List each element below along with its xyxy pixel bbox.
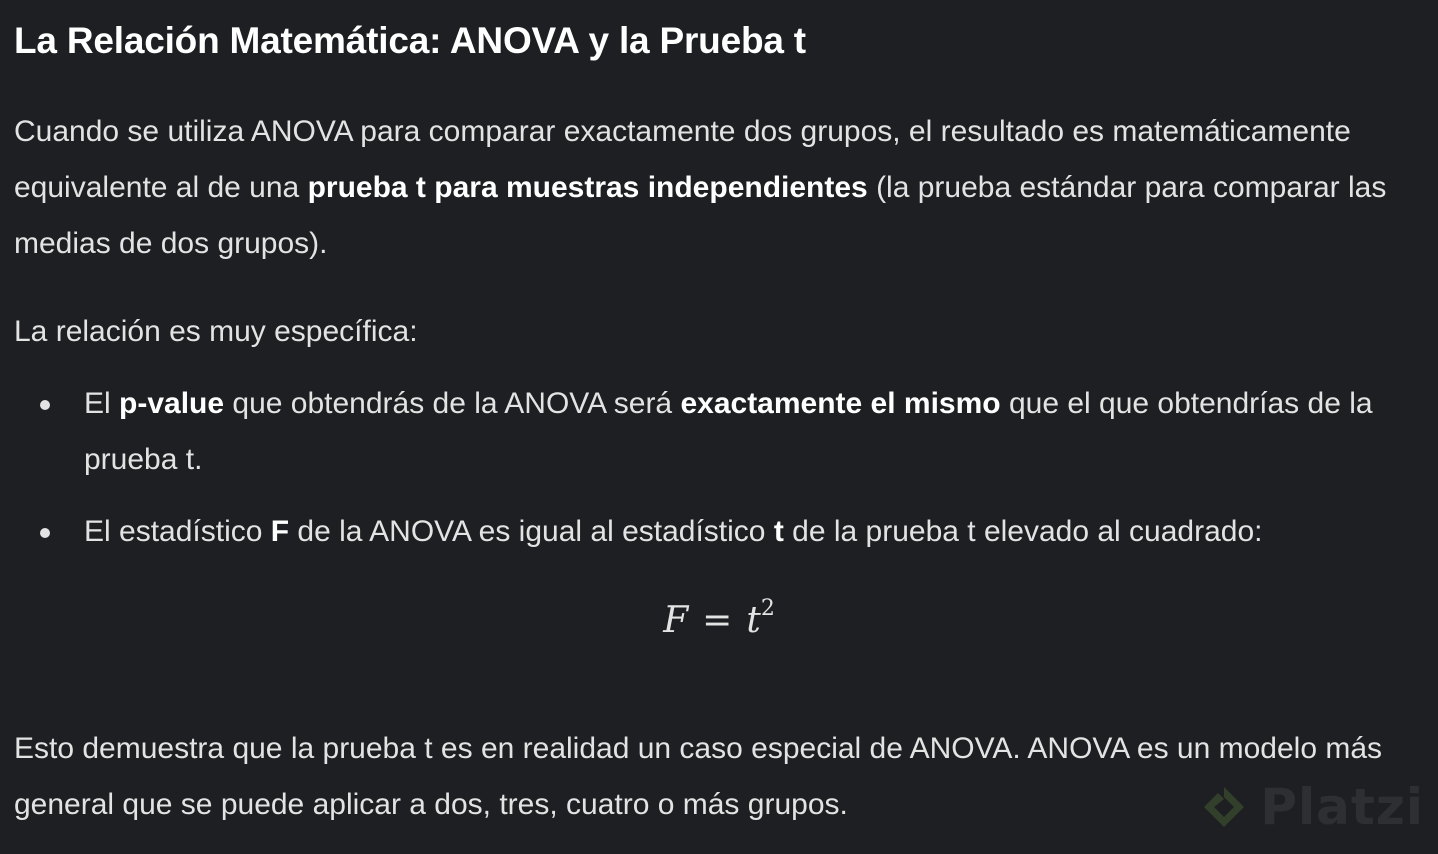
formula-rhs: t — [746, 600, 761, 641]
formula-lhs: F — [663, 600, 689, 641]
bullet-text: El estadístico — [84, 515, 271, 548]
bullet-text: El — [84, 387, 120, 420]
formula — [0, 596, 1438, 641]
page-title: La Relación Matemática: ANOVA y la Prueba t — [14, 20, 806, 61]
bullet-icon — [40, 528, 50, 538]
intro-bold: prueba t para muestras independientes — [307, 171, 868, 204]
bullet-bold: p-value — [119, 387, 225, 420]
intro-text-1: Cuando se utiliza ANOVA para comparar exactamente dos grupos, el resultado es matemáticamente equivalente al de una — [14, 115, 1351, 204]
bullet-icon — [40, 400, 50, 410]
watermark-text: Platzi — [1260, 778, 1424, 836]
list-item — [14, 376, 1424, 488]
bullet-bold: t — [773, 515, 784, 548]
platzi-logo-icon — [1200, 783, 1248, 831]
formula-equals: = — [702, 600, 733, 641]
bullet-text: de la prueba t elevado al cuadrado: — [783, 515, 1263, 548]
watermark — [1200, 778, 1424, 836]
bullet-text: que obtendrás de la ANOVA será — [224, 387, 681, 420]
bullet-list — [14, 376, 1424, 576]
formula-exponent: 2 — [760, 596, 775, 621]
bullet-bold: F — [270, 515, 290, 548]
conclusion-paragraph: Esto demuestra que la prueba t es en realidad un caso especial de ANOVA. ANOVA es un modelo más general que se puede aplicar a dos, tres, cuatro o más grupos. — [14, 732, 1383, 821]
list-item — [14, 504, 1424, 560]
relation-paragraph: La relación es muy específica: — [14, 315, 418, 348]
bullet-text: que el que obtendrías de la prueba t. — [84, 387, 1373, 476]
bullet-bold: exactamente el mismo — [680, 387, 1001, 420]
bullet-text: de la ANOVA es igual al estadístico — [289, 515, 774, 548]
intro-paragraph — [14, 104, 1424, 272]
intro-text-2: (la prueba estándar para comparar las medias de dos grupos). — [14, 171, 1387, 260]
